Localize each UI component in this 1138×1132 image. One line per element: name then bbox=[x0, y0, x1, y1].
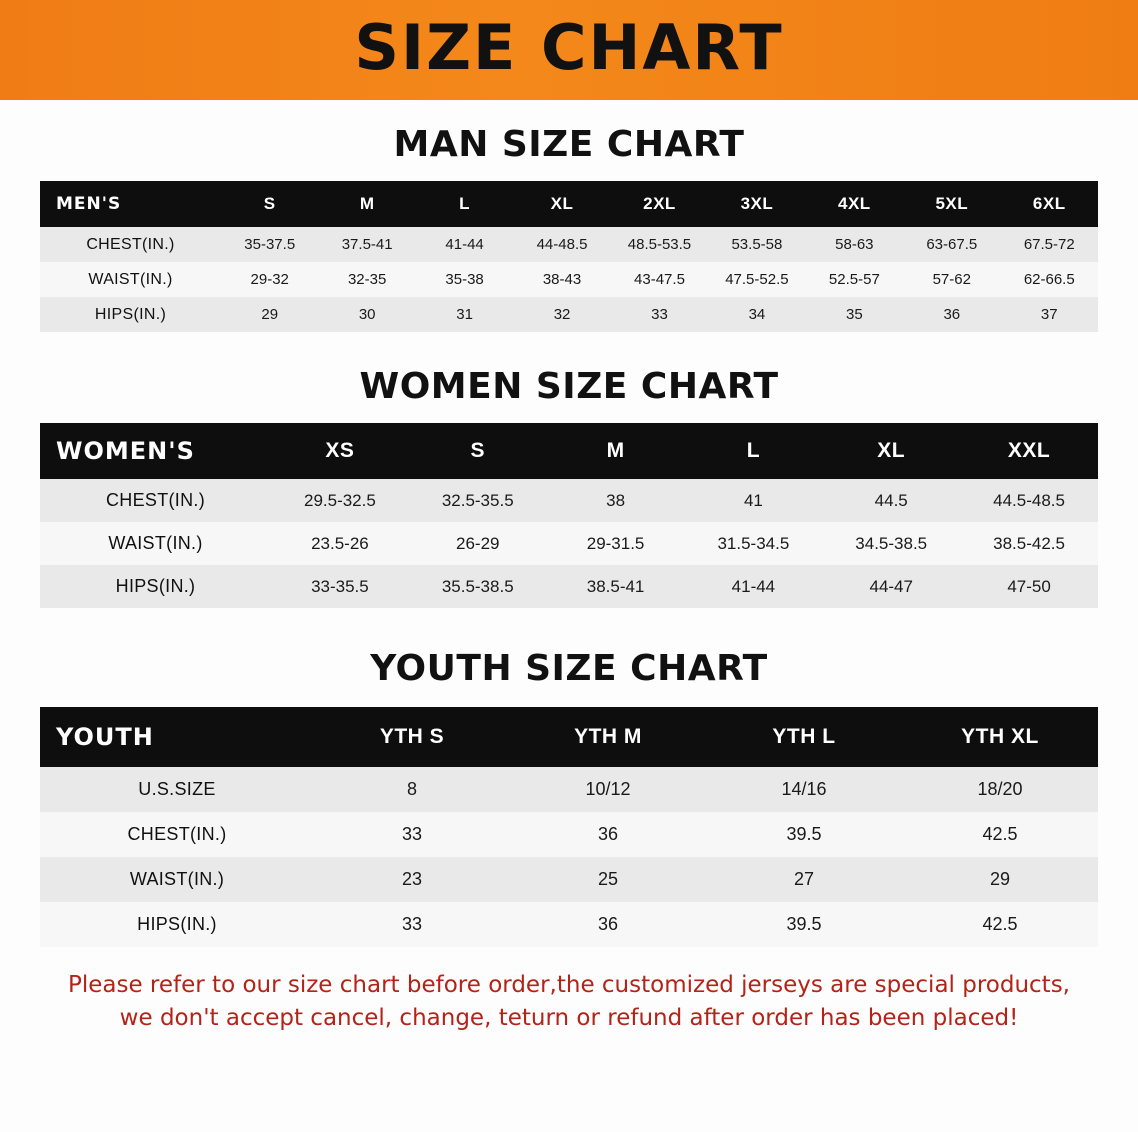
women-hips-xxl: 47-50 bbox=[960, 565, 1098, 608]
table-row bbox=[40, 522, 1098, 565]
women-header-cell-2: S bbox=[409, 423, 547, 479]
men-header-cell-0: MEN'S bbox=[40, 181, 221, 227]
youth-row-label-waist: WAIST(IN.) bbox=[40, 857, 314, 902]
women-header-cell-0: WOMEN'S bbox=[40, 423, 271, 479]
women-waist-s: 26-29 bbox=[409, 522, 547, 565]
youth-section-title: YOUTH SIZE CHART bbox=[370, 648, 768, 689]
women-header-cell-5: XL bbox=[822, 423, 960, 479]
men-waist-4xl: 52.5-57 bbox=[806, 262, 903, 297]
youth-row-label-hips: HIPS(IN.) bbox=[40, 902, 314, 947]
youth-header-cell-1: YTH S bbox=[314, 707, 510, 767]
table-row bbox=[40, 767, 1098, 812]
youth-table-body bbox=[40, 767, 1098, 947]
men-hips-3xl: 34 bbox=[708, 297, 805, 332]
men-row-label-waist: WAIST(IN.) bbox=[40, 262, 221, 297]
men-header-cell-5: 2XL bbox=[611, 181, 708, 227]
men-header-cell-6: 3XL bbox=[708, 181, 805, 227]
men-chest-xl: 44-48.5 bbox=[513, 227, 610, 262]
man-section-title: MAN SIZE CHART bbox=[393, 124, 745, 165]
women-chest-xl: 44.5 bbox=[822, 479, 960, 522]
women-header-cell-6: XXL bbox=[960, 423, 1098, 479]
youth-row-label-chest: CHEST(IN.) bbox=[40, 812, 314, 857]
women-chest-l: 41 bbox=[684, 479, 822, 522]
women-row-label-hips: HIPS(IN.) bbox=[40, 565, 271, 608]
women-chest-xs: 29.5-32.5 bbox=[271, 479, 409, 522]
women-hips-xs: 33-35.5 bbox=[271, 565, 409, 608]
women-header-row bbox=[40, 423, 1098, 479]
men-waist-m: 32-35 bbox=[318, 262, 415, 297]
table-row bbox=[40, 479, 1098, 522]
youth-ussize-s: 8 bbox=[314, 767, 510, 812]
men-header-cell-7: 4XL bbox=[806, 181, 903, 227]
footer-note-line-2: we don't accept cancel, change, teturn or refund after order has been placed! bbox=[119, 1005, 1019, 1032]
men-hips-m: 30 bbox=[318, 297, 415, 332]
men-size-table bbox=[40, 181, 1098, 332]
men-hips-xl: 32 bbox=[513, 297, 610, 332]
women-chest-s: 32.5-35.5 bbox=[409, 479, 547, 522]
youth-chest-s: 33 bbox=[314, 812, 510, 857]
men-hips-6xl: 37 bbox=[1001, 297, 1099, 332]
youth-header-cell-0: YOUTH bbox=[40, 707, 314, 767]
women-hips-s: 35.5-38.5 bbox=[409, 565, 547, 608]
man-table-wrapper bbox=[40, 181, 1098, 332]
page-title: SIZE CHART bbox=[354, 11, 784, 84]
men-waist-6xl: 62-66.5 bbox=[1001, 262, 1099, 297]
youth-chest-l: 39.5 bbox=[706, 812, 902, 857]
men-row-label-chest: CHEST(IN.) bbox=[40, 227, 221, 262]
men-waist-l: 35-38 bbox=[416, 262, 513, 297]
men-hips-5xl: 36 bbox=[903, 297, 1000, 332]
men-waist-2xl: 43-47.5 bbox=[611, 262, 708, 297]
women-hips-m: 38.5-41 bbox=[547, 565, 685, 608]
women-waist-xs: 23.5-26 bbox=[271, 522, 409, 565]
men-header-cell-8: 5XL bbox=[903, 181, 1000, 227]
table-row bbox=[40, 262, 1098, 297]
men-waist-5xl: 57-62 bbox=[903, 262, 1000, 297]
youth-table-wrapper bbox=[40, 707, 1098, 947]
youth-hips-l: 39.5 bbox=[706, 902, 902, 947]
table-row bbox=[40, 565, 1098, 608]
women-hips-xl: 44-47 bbox=[822, 565, 960, 608]
men-chest-s: 35-37.5 bbox=[221, 227, 318, 262]
women-waist-xl: 34.5-38.5 bbox=[822, 522, 960, 565]
men-chest-l: 41-44 bbox=[416, 227, 513, 262]
women-table-body bbox=[40, 479, 1098, 608]
women-table-head bbox=[40, 423, 1098, 479]
women-row-label-waist: WAIST(IN.) bbox=[40, 522, 271, 565]
youth-ussize-xl: 18/20 bbox=[902, 767, 1098, 812]
youth-waist-xl: 29 bbox=[902, 857, 1098, 902]
youth-header-cell-2: YTH M bbox=[510, 707, 706, 767]
women-chest-xxl: 44.5-48.5 bbox=[960, 479, 1098, 522]
men-hips-l: 31 bbox=[416, 297, 513, 332]
table-row bbox=[40, 902, 1098, 947]
women-hips-l: 41-44 bbox=[684, 565, 822, 608]
men-waist-s: 29-32 bbox=[221, 262, 318, 297]
youth-chest-xl: 42.5 bbox=[902, 812, 1098, 857]
men-hips-4xl: 35 bbox=[806, 297, 903, 332]
youth-ussize-l: 14/16 bbox=[706, 767, 902, 812]
women-row-label-chest: CHEST(IN.) bbox=[40, 479, 271, 522]
women-table-wrapper bbox=[40, 423, 1098, 608]
youth-table-head bbox=[40, 707, 1098, 767]
men-hips-2xl: 33 bbox=[611, 297, 708, 332]
table-row bbox=[40, 297, 1098, 332]
men-header-cell-4: XL bbox=[513, 181, 610, 227]
youth-waist-s: 23 bbox=[314, 857, 510, 902]
men-chest-m: 37.5-41 bbox=[318, 227, 415, 262]
men-header-cell-1: S bbox=[221, 181, 318, 227]
men-chest-6xl: 67.5-72 bbox=[1001, 227, 1099, 262]
men-header-cell-9: 6XL bbox=[1001, 181, 1099, 227]
table-row bbox=[40, 857, 1098, 902]
youth-hips-s: 33 bbox=[314, 902, 510, 947]
men-row-label-hips: HIPS(IN.) bbox=[40, 297, 221, 332]
footer-note-line-1: Please refer to our size chart before order,the customized jerseys are special products, bbox=[67, 972, 1070, 998]
women-waist-m: 29-31.5 bbox=[547, 522, 685, 565]
women-header-cell-3: M bbox=[547, 423, 685, 479]
women-size-table bbox=[40, 423, 1098, 608]
men-chest-4xl: 58-63 bbox=[806, 227, 903, 262]
youth-waist-m: 25 bbox=[510, 857, 706, 902]
footer-note bbox=[40, 969, 1098, 1036]
men-waist-xl: 38-43 bbox=[513, 262, 610, 297]
men-chest-3xl: 53.5-58 bbox=[708, 227, 805, 262]
men-chest-2xl: 48.5-53.5 bbox=[611, 227, 708, 262]
men-header-row bbox=[40, 181, 1098, 227]
men-header-cell-3: L bbox=[416, 181, 513, 227]
youth-hips-m: 36 bbox=[510, 902, 706, 947]
men-table-head bbox=[40, 181, 1098, 227]
women-header-cell-1: XS bbox=[271, 423, 409, 479]
women-header-cell-4: L bbox=[684, 423, 822, 479]
youth-header-row bbox=[40, 707, 1098, 767]
youth-hips-xl: 42.5 bbox=[902, 902, 1098, 947]
youth-header-cell-4: YTH XL bbox=[902, 707, 1098, 767]
women-section-title: WOMEN SIZE CHART bbox=[359, 366, 779, 407]
youth-waist-l: 27 bbox=[706, 857, 902, 902]
youth-size-table bbox=[40, 707, 1098, 947]
men-chest-5xl: 63-67.5 bbox=[903, 227, 1000, 262]
women-waist-xxl: 38.5-42.5 bbox=[960, 522, 1098, 565]
men-table-body bbox=[40, 227, 1098, 332]
youth-ussize-m: 10/12 bbox=[510, 767, 706, 812]
women-waist-l: 31.5-34.5 bbox=[684, 522, 822, 565]
youth-chest-m: 36 bbox=[510, 812, 706, 857]
table-row bbox=[40, 227, 1098, 262]
youth-header-cell-3: YTH L bbox=[706, 707, 902, 767]
men-header-cell-2: M bbox=[318, 181, 415, 227]
women-chest-m: 38 bbox=[547, 479, 685, 522]
men-waist-3xl: 47.5-52.5 bbox=[708, 262, 805, 297]
header-banner bbox=[0, 0, 1138, 100]
men-hips-s: 29 bbox=[221, 297, 318, 332]
table-row bbox=[40, 812, 1098, 857]
youth-row-label-ussize: U.S.SIZE bbox=[40, 767, 314, 812]
